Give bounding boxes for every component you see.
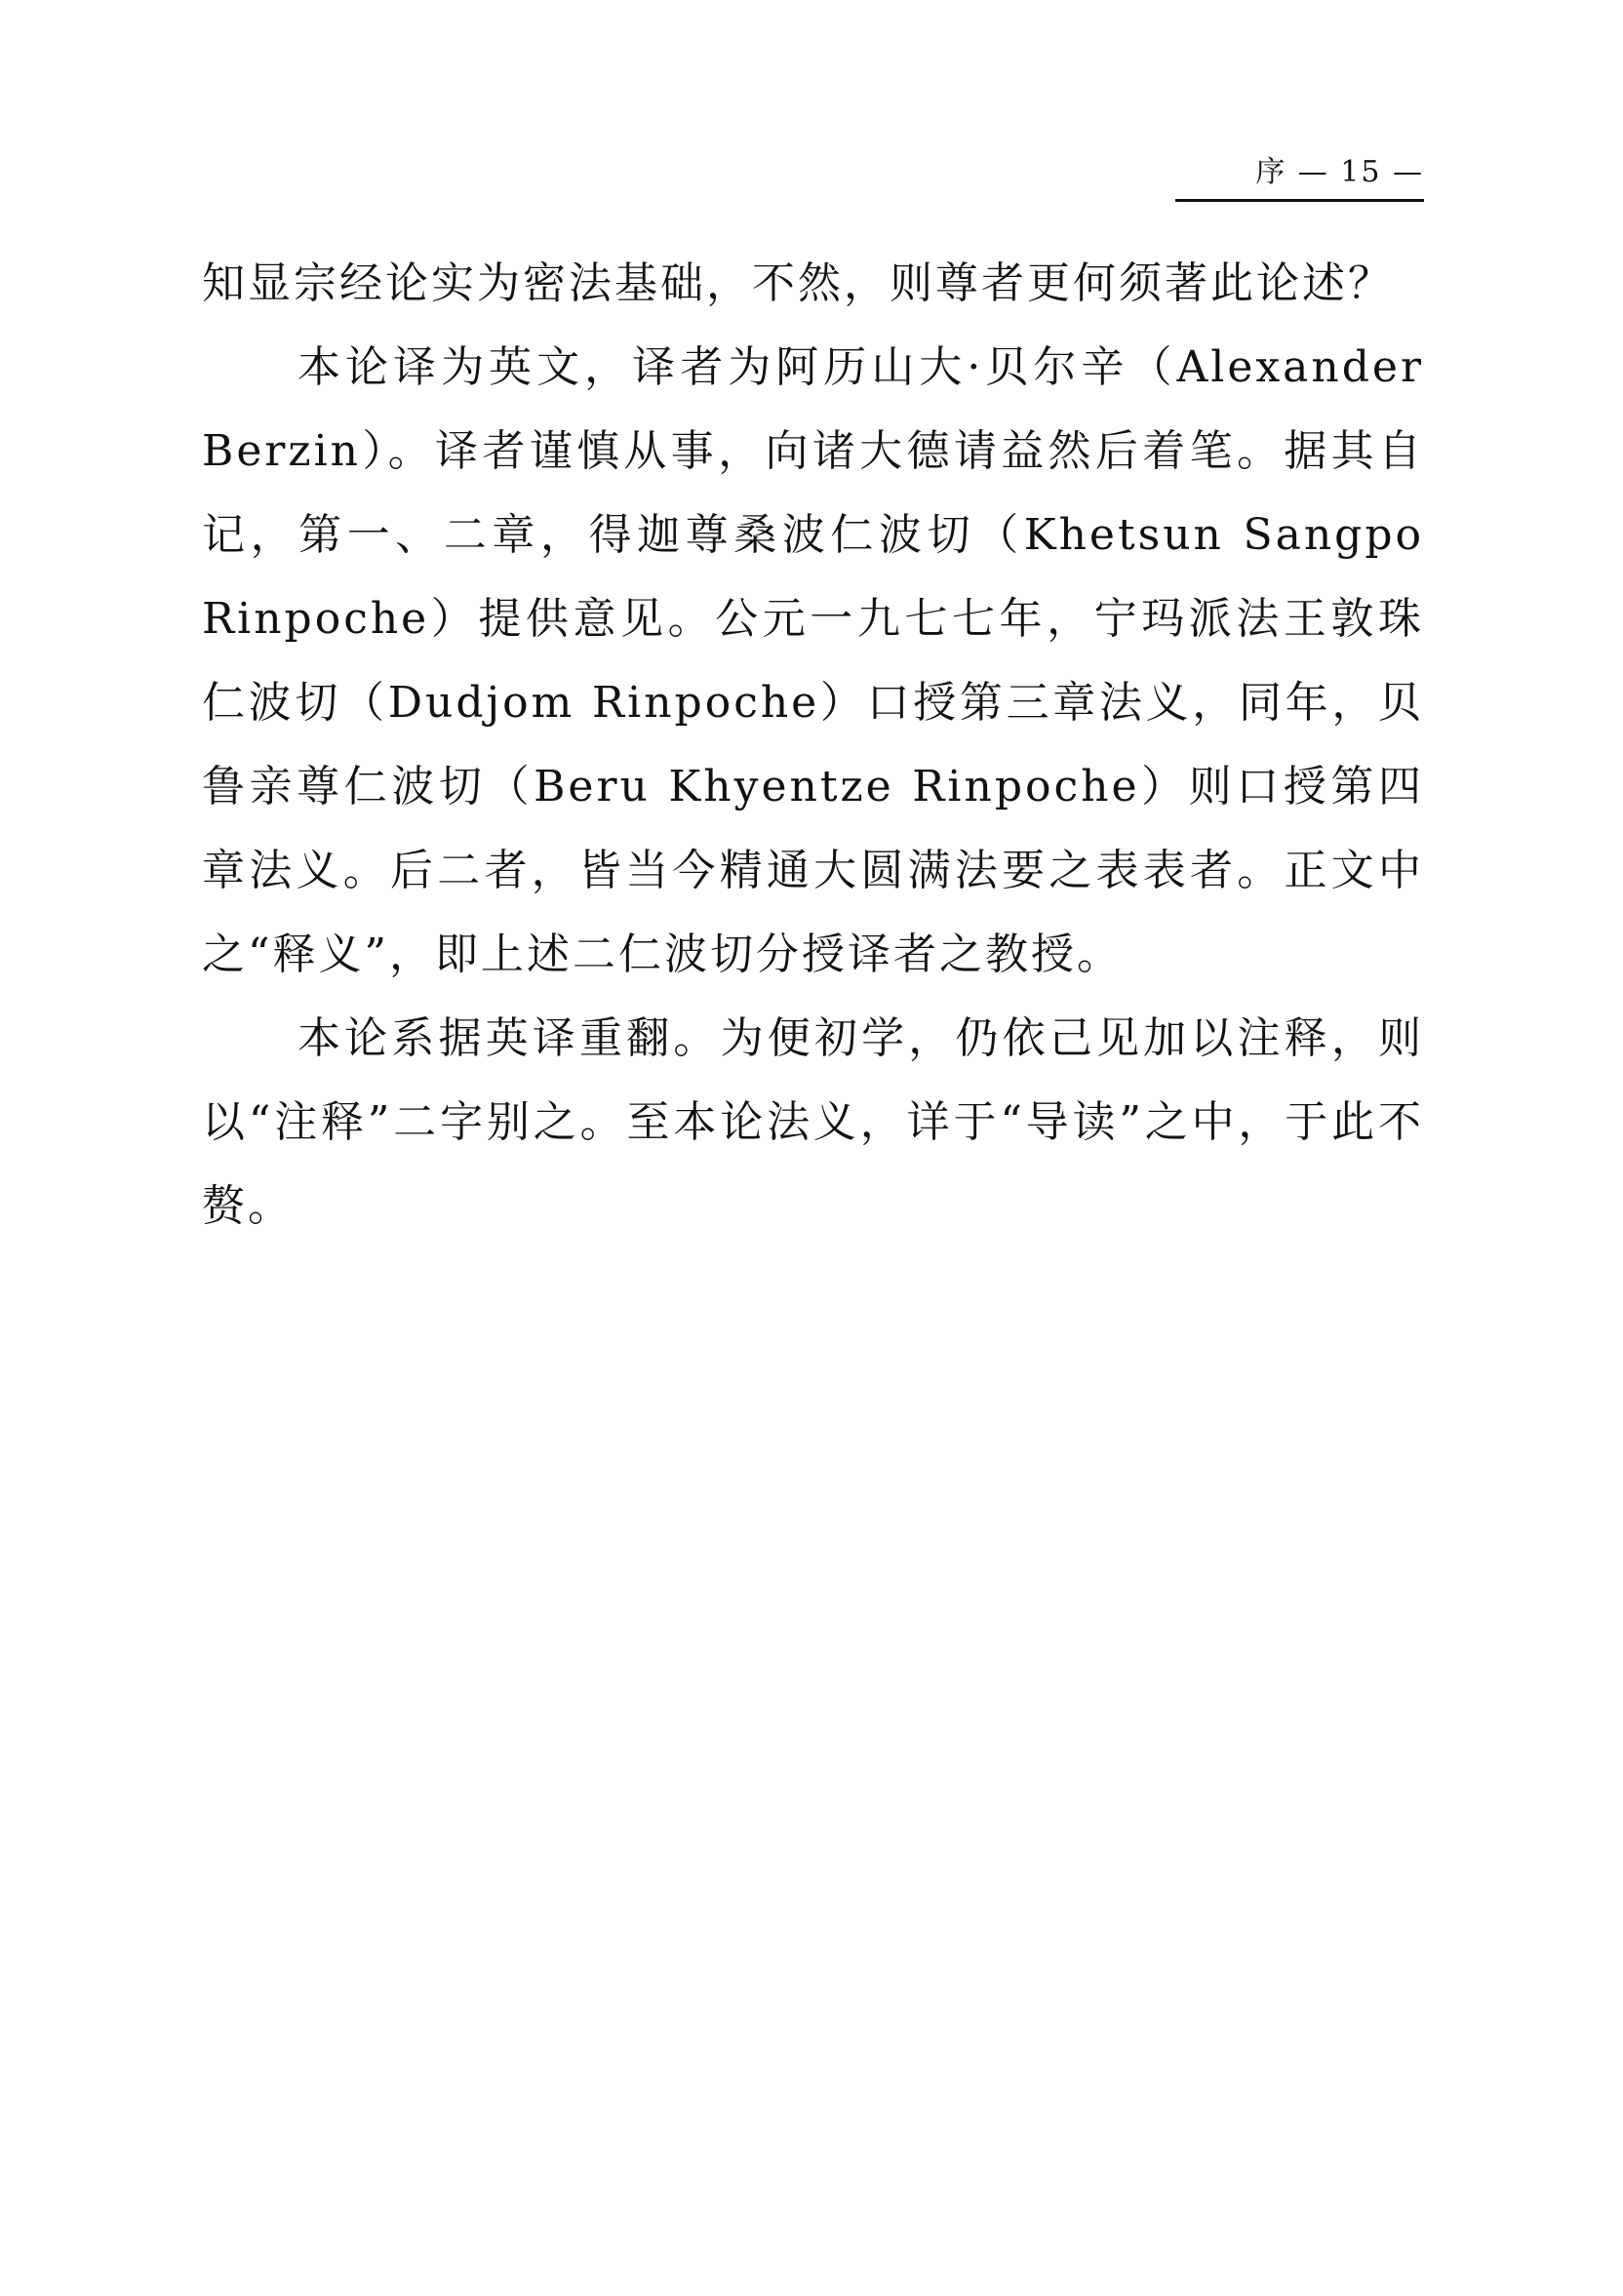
paragraph-translation-note: 本论译为英文，译者为阿历山大·贝尔辛（Alexander Berzin）。译者谨慎从事，向诸大德请益然后着笔。据其自记，第一、二章，得迦尊桑波仁波切（Khetsun Sangpo Rinpoche）提供意见。公元一九七七年，宁玛派法王敦珠仁波切（Dudjom Rinpoche）口授第三章法义，同年，贝鲁亲尊仁波切（Beru Khyentze Rinpoche）则口授第四章法义。后二者，皆当今精通大圆满法要之表表者。正文中之“释义”，即上述二仁波切分授译者之教授。 [202,342,1424,979]
paragraph-continuation: 知显宗经论实为密法基础，不然，则尊者更何须著此论述？ [202,258,1394,308]
body-text [202,242,1424,1248]
running-header: 序 — 15 — [1175,146,1424,202]
paragraph-retranslation-note: 本论系据英译重翻。为便初学，仍依己见加以注释，则以“注释”二字别之。至本论法义，详于“导读”之中，于此不赘。 [202,1013,1424,1231]
